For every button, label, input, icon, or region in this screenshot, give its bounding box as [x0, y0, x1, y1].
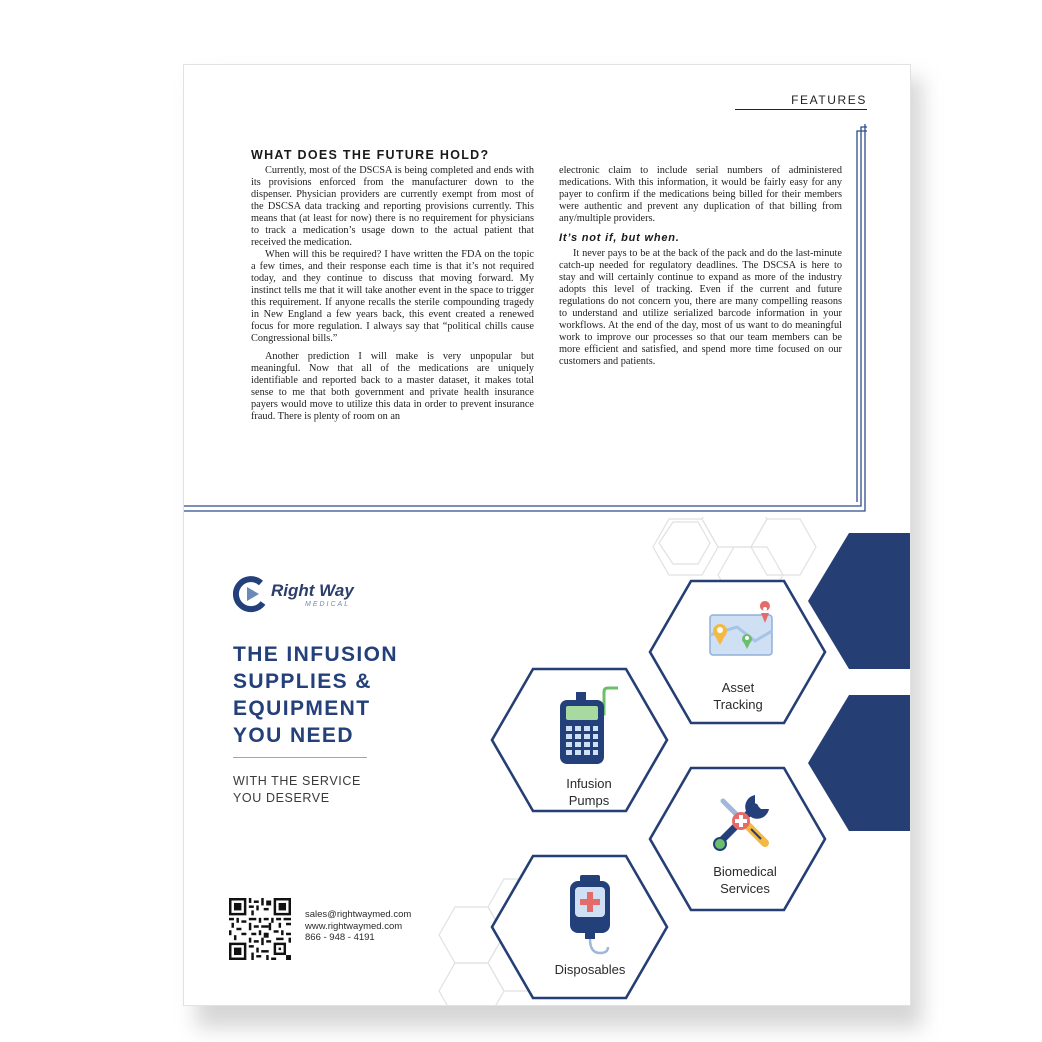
article-heading: WHAT DOES THE FUTURE HOLD? [251, 148, 490, 162]
brand-name: Right Way [271, 581, 354, 600]
ad-tagline-line: YOU DESERVE [233, 791, 330, 805]
article-paragraph: Currently, most of the DSCSA is being completed and ends with its provisions enforced from the manufacturer down to the dispenser. Physician providers are currently exempt from most of the DSCSA data tracking and reporting provisions currently. This means that (at least for now) there is no requirement for physicians to track a medication’s usage down to the actual patient that received the medication. [251, 165, 534, 248]
advertisement [184, 517, 910, 1005]
article [251, 148, 866, 488]
contact-phone: 866 - 948 - 4191 [305, 932, 375, 943]
iv-bag-icon [566, 873, 618, 959]
article-column-right [559, 165, 842, 368]
article-paragraph: When will this be required? I have written the FDA on the topic a few times, and their response each time is that it’s not required today, and they continue to discuss that moving forward. My instinct tells me that it will take another event in the space to trigger this requirement. If anyone recalls the sterile compounding tragedy in New England a few years back, this event created a renewed focus for more regulation. I always say that “political chills cause Congressional bills.” [251, 249, 534, 344]
contact-info [305, 909, 411, 944]
ad-tagline [233, 773, 433, 807]
service-label-line: Pumps [568, 793, 610, 808]
magazine-page [183, 64, 911, 1006]
wrench-screwdriver-icon [711, 789, 775, 853]
section-tag-rule [735, 109, 867, 110]
map-pin-icon [707, 601, 777, 657]
ad-headline [233, 641, 473, 749]
contact-email[interactable]: sales@rightwaymed.com [305, 909, 412, 920]
service-label-asset-tracking [678, 679, 798, 713]
service-label-disposables [530, 961, 650, 978]
ad-headline-line: THE INFUSION [233, 643, 398, 666]
service-label-infusion-pumps [529, 775, 649, 809]
service-label-line: Disposables [554, 962, 626, 977]
ad-headline-line: YOU NEED [233, 724, 354, 747]
brand-logo [233, 575, 383, 613]
ad-tagline-line: WITH THE SERVICE [233, 774, 361, 788]
article-paragraph: Another prediction I will make is very unpopular but meaningful. Now that all of the medications are uniquely identifiable and reported back to a master dataset, it makes total sense to me that both government and private health insurance payers would move to utilize this data in order to prevent insurance fraud. There is plenty of room on an [251, 351, 534, 422]
ad-headline-line: SUPPLIES & [233, 670, 372, 693]
section-tag: FEATURES [791, 93, 867, 107]
navy-hex-accent [808, 695, 910, 831]
article-paragraph: It never pays to be at the back of the pack and do the last-minute catch-up needed for regulatory deadlines. The DSCSA is here to stay and will certainly continue to expand as more of the industry adopts this level of tracking. Even if the current and future regulations do not concern you, there are many compelling reasons to understand and utilize serialized barcode information in your workflows. At the end of the day, most of us want to do meaningful work to improve our processes so that our team members can be more efficient and satisfied, and spend more time focused on our customers and patients. [559, 248, 842, 367]
brand-subtitle: MEDICAL [305, 601, 351, 608]
contact-website[interactable]: www.rightwaymed.com [305, 920, 403, 932]
article-subheading: It’s not if, but when. [559, 232, 680, 244]
article-paragraph: electronic claim to include serial numbers of administered medications. With this information, it would be fairly easy for any payer to confirm if the medications being billed for their members were authentic and prevent any duplication of that billing from any/multiple providers. [559, 165, 842, 224]
service-label-line: Infusion [566, 776, 612, 791]
brand-mark-icon [233, 575, 269, 613]
service-label-line: Biomedical [713, 864, 777, 879]
qr-code[interactable] [229, 898, 291, 960]
infusion-pump-icon [558, 686, 624, 768]
service-label-line: Asset [721, 680, 755, 695]
service-label-line: Tracking [713, 697, 763, 712]
article-column-left [251, 148, 534, 423]
service-label-biomedical-services [685, 863, 805, 897]
ad-divider [233, 757, 367, 758]
ad-headline-line: EQUIPMENT [233, 697, 371, 720]
service-label-line: Services [720, 881, 770, 896]
